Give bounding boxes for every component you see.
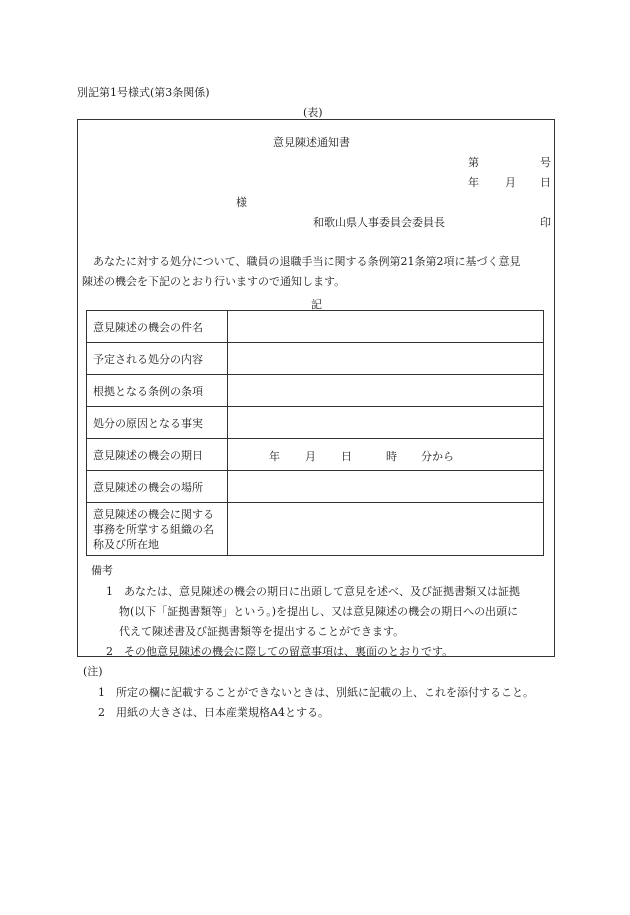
table-row: [87, 439, 544, 471]
front-side-label: (表): [303, 106, 323, 119]
remarks-heading: 備考: [91, 564, 113, 577]
remarks-item-1-line: 物(以下「証拠書類等」という。)を提出し、又は意見陳述の機会の期日への出頭に: [119, 605, 519, 618]
row-label-planned-disposition: 予定される処分の内容: [87, 343, 228, 375]
remarks-item-2: 2 その他意見陳述の機会に際しての留意事項は、裏面のとおりです。: [106, 645, 454, 658]
row-label-responsible-office: 意見陳述の機会に関する事務を所掌する組織の名称及び所在地: [87, 503, 228, 556]
notice-body-line: 陳述の機会を下記のとおり行いますので通知します。: [82, 275, 346, 288]
table-row: [87, 375, 544, 407]
row-label-subject: 意見陳述の機会の件名: [87, 311, 228, 343]
remarks-item-1-line: 代えて陳述書及び証拠書類等を提出することができます。: [119, 625, 405, 638]
details-table: [86, 310, 544, 556]
row-label-ordinance-clause: 根拠となる条例の条項: [87, 375, 228, 407]
row-value-responsible-office: [228, 503, 544, 556]
document-number-suffix: 号: [540, 156, 551, 169]
row-value-cause-facts: [228, 407, 544, 439]
row-label-hearing-date: 意見陳述の機会の期日: [87, 439, 228, 471]
addressee-honorific: 様: [236, 196, 247, 209]
hearing-time-minute: 分から: [421, 450, 454, 463]
table-row: [87, 407, 544, 439]
table-row: [87, 311, 544, 343]
notes-item-2: 2 用紙の大きさは、日本産業規格A4とする。: [98, 706, 329, 719]
row-value-planned-disposition: [228, 343, 544, 375]
document-number-prefix: 第: [468, 156, 479, 169]
issue-date-year: 年: [468, 176, 479, 189]
row-value-ordinance-clause: [228, 375, 544, 407]
issuer-name: 和歌山県人事委員会委員長: [313, 216, 445, 229]
hearing-time-hour: 時: [386, 450, 397, 463]
row-value-hearing-place: [228, 471, 544, 503]
notes-item-1: 1 所定の欄に記載することができないときは、別紙に記載の上、これを添付すること。: [98, 686, 534, 699]
row-label-hearing-place: 意見陳述の機会の場所: [87, 471, 228, 503]
notice-body: [82, 252, 552, 292]
notice-body-line: あなたに対する処分について、職員の退職手当に関する条例第21条第2項に基づく意見: [93, 255, 521, 268]
hearing-date-month: 月: [305, 450, 316, 463]
notes-heading: (注): [83, 665, 103, 678]
row-value-subject: [228, 311, 544, 343]
form-number-label: 別記第1号様式(第3条関係): [77, 86, 210, 99]
hearing-date-year: 年: [269, 450, 280, 463]
hearing-date-day: 日: [341, 450, 352, 463]
row-value-hearing-date: [228, 439, 544, 471]
table-row: [87, 471, 544, 503]
remarks-item-1-line: 1 あなたは、意見陳述の機会の期日に出頭して意見を述べ、及び証拠書類又は証拠: [106, 585, 520, 598]
row-label-cause-facts: 処分の原因となる事実: [87, 407, 228, 439]
table-row: [87, 503, 544, 556]
table-row: [87, 343, 544, 375]
seal-mark: 印: [540, 216, 551, 229]
ki-heading: 記: [311, 298, 322, 311]
document-title: 意見陳述通知書: [273, 136, 350, 149]
issue-date-month: 月: [505, 176, 516, 189]
issue-date-day: 日: [540, 176, 551, 189]
